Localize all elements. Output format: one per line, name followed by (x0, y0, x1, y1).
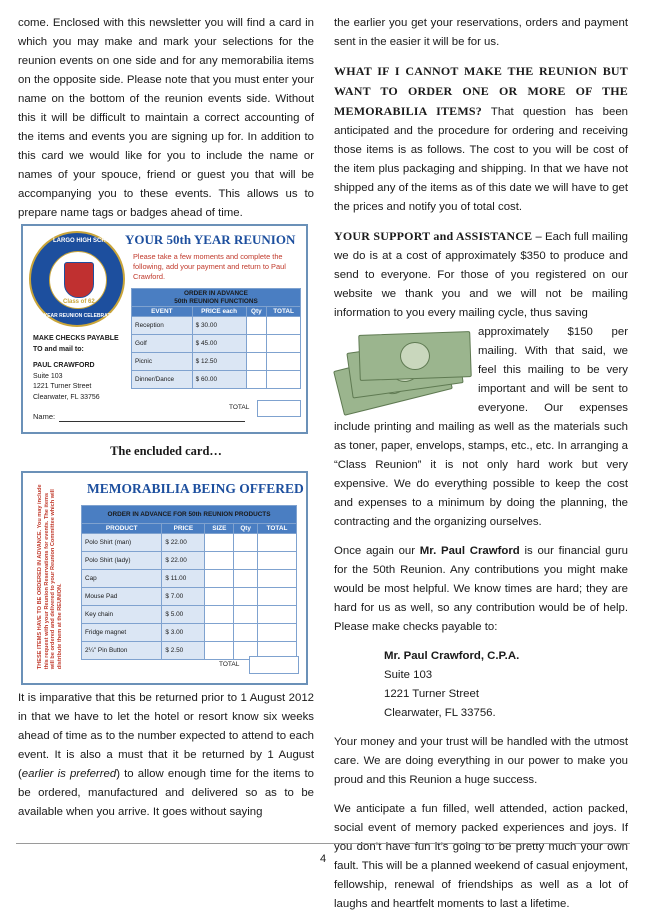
pay-street: 1221 Turner Street (33, 383, 92, 390)
mailing-address (384, 647, 628, 723)
wrap-line-1: approximately $150 per (478, 326, 628, 338)
price-cell: $ 45.00 (192, 335, 246, 353)
col-price: PRICE (162, 524, 205, 534)
qty-cell[interactable] (234, 534, 258, 552)
left-paragraph-1: come. Enclosed with this newsletter you will find a card in which you may make and mark your selections for the reunion events on one side and for any memorabilia items on the opposite side. Please note that you must enter your name on the bottom of the reunion events side. Without this it will be difficult to maintain a correct accounting of the items and events you are signing up for. In addition to this card we would like for you to include the name or names of your spouce, friend or guest you that will be accompanying you to these events. This allows us to prepare name tags or badges ahead of time. (18, 17, 314, 219)
wrap-line-5: everyone. Our expenses (478, 402, 628, 414)
p2-body: That question has been anticipated and the procedure for ordering and receiving those items is as follows. The cost to you will be cost of the item plus packaging and shipping. In that we have not shipped any of the items as of this date we will have to get the prices and notify you of total cost. (334, 106, 629, 213)
functions-table-banner (132, 289, 301, 307)
banner-line-1: ORDER IN ADVANCE (184, 289, 248, 297)
section-heading-support: YOUR SUPPORT and ASSISTANCE – (334, 229, 542, 243)
p2-text-b: ) to allow enough time for the items to be ordered, manufactured and delivered so as to be available when you arrive. It goes without saying (18, 768, 315, 818)
product-cell: Key chain (82, 606, 162, 624)
school-seal-logo (29, 231, 125, 327)
memorabilia-title: MEMORABILIA BEING OFFERED (87, 481, 304, 496)
side-note-text: THESE ITEMS HAVE TO BE ORDERED IN ADVANCE. You may include this request with your Reunion Reservations for events. The items will be ordered and delivered to your Reunion Committee which will distribute them at the REUNION. (36, 484, 63, 670)
table-row (82, 606, 297, 624)
total-cell[interactable] (267, 371, 301, 389)
event-cell: Golf (132, 335, 193, 353)
table-row (132, 353, 301, 371)
memorabilia-card (21, 471, 308, 685)
page-number: 4 (319, 853, 327, 865)
right-paragraph-1: the earlier you get your reservations, orders and payment sent in the easier it will be for us. (334, 17, 628, 48)
product-cell: Mouse Pad (82, 588, 162, 606)
total-cell[interactable] (267, 353, 301, 371)
seal-bottom-text: 50 YEAR REUNION CELEBRATION (37, 313, 120, 319)
p2-text-a: It is imparative that this be returned prior to 1 August 2012 in that we have to let the hotel or resort know six weeks ahead of time as to the number expected to attend to each event. It is also a must that it be returned by 1 August ( (18, 692, 314, 780)
banner-line-2: 50th REUNION FUNCTIONS (174, 297, 258, 305)
table-row (82, 534, 297, 552)
price-cell: $ 30.00 (192, 317, 246, 335)
right-paragraph-3b: include printing and mailing as well as the materials such as toner, paper, envelops, stamps, etc., etc. In arranging a “Class Reunion” it is not only hard work but very expensive. We do everything possible to keep the cost and expenses to a minimum by doing the planning, the contracting and the organizing ourselves. (334, 421, 628, 528)
price-cell: $ 5.00 (162, 606, 205, 624)
name-label: Name: (33, 412, 56, 421)
col-price: PRICE each (192, 307, 246, 317)
seal-top-text: LARGO HIGH SCHOOL (53, 238, 119, 244)
total-cell[interactable] (258, 570, 297, 588)
total-cell[interactable] (258, 606, 297, 624)
wrap-line-2: mailing. With that said, we (478, 345, 628, 357)
product-cell: Polo Shirt (lady) (82, 552, 162, 570)
qty-cell[interactable] (246, 353, 267, 371)
right-paragraph-3 (334, 227, 628, 323)
pay-city: Clearwater, FL 33756 (33, 393, 100, 401)
address-suite: Suite 103 (384, 669, 433, 681)
total-cell[interactable] (258, 534, 297, 552)
pay-name: PAUL CRAWFORD (33, 362, 95, 369)
col-qty: Qty (234, 524, 258, 534)
total-label: TOTAL (219, 661, 240, 668)
functions-table (131, 288, 301, 389)
grand-total-field[interactable] (249, 656, 299, 674)
product-cell: 2¼" Pin Button (82, 642, 162, 660)
col-total: TOTAL (258, 524, 297, 534)
grand-total-field[interactable] (257, 400, 301, 417)
col-qty: Qty (246, 307, 267, 317)
table-row (132, 335, 301, 353)
size-cell[interactable] (205, 642, 234, 660)
left-column-bottom (18, 689, 314, 822)
qty-cell[interactable] (234, 624, 258, 642)
col-event: EVENT (132, 307, 193, 317)
price-cell: $ 22.00 (162, 552, 205, 570)
p4-name: Mr. Paul Crawford (419, 545, 520, 557)
address-street: 1221 Turner Street (384, 688, 479, 700)
event-cell: Dinner/Dance (132, 371, 193, 389)
address-city: Clearwater, FL 33756. (384, 707, 496, 719)
table-row (82, 570, 297, 588)
total-cell[interactable] (258, 624, 297, 642)
section-heading-order: WHAT IF I CANNOT MAKE THE REUNION BUT WANT TO ORDER ONE OR MORE OF THE MEMORABILIA ITEMS? (334, 64, 628, 118)
bill-icon (358, 331, 472, 381)
total-cell[interactable] (267, 317, 301, 335)
table-row (82, 624, 297, 642)
price-cell: $ 3.00 (162, 624, 205, 642)
right-paragraph-5: Your money and your trust will be handled with the utmost care. We are doing everything in our power to make you proud and this Reunion a huge success. (334, 736, 628, 786)
memorabilia-banner: ORDER IN ADVANCE FOR 50th REUNION PRODUCTS (82, 506, 297, 524)
size-cell[interactable] (205, 624, 234, 642)
size-cell[interactable] (205, 552, 234, 570)
price-cell: $ 11.00 (162, 570, 205, 588)
table-row (132, 317, 301, 335)
size-cell[interactable] (205, 534, 234, 552)
qty-cell[interactable] (234, 570, 258, 588)
table-row (132, 371, 301, 389)
card-subtitle: Please take a few moments and complete the following, add your payment and return to Paul Crawford. (133, 252, 286, 281)
money-image (333, 327, 471, 405)
wrap-line-4: important and will be sent to (478, 383, 628, 395)
right-column (334, 14, 628, 914)
price-cell: $ 2.50 (162, 642, 205, 660)
p2-emphasis: earlier is preferred (21, 768, 117, 780)
footer-divider (16, 843, 630, 844)
seal-class-text: Class of 62 (63, 299, 95, 305)
price-cell: $ 12.50 (192, 353, 246, 371)
size-cell[interactable] (205, 588, 234, 606)
pay-heading-1: MAKE CHECKS PAYABLE (33, 335, 119, 342)
size-cell[interactable] (205, 570, 234, 588)
qty-cell[interactable] (234, 606, 258, 624)
event-cell: Picnic (132, 353, 193, 371)
card-title (125, 232, 295, 248)
p3-body-a: Each full mailing we do is at a cost of approximately $350 to produce and send to everyone. For those of you registered on our website we thank you and we will not be mailing information to you every mailing cycle, thus saving (334, 231, 629, 319)
total-cell[interactable] (267, 335, 301, 353)
qty-cell[interactable] (246, 317, 267, 335)
right-paragraph-6: We anticipate a fun filled, well attended, action packed, social event of memory packed experiences and joys. If you don’t have fun it’s going to be pretty much your own fault. This will be a planned weekend of casual enjoyment, fellowship, renewal of friendships as well as a lot of laughs and heartfelt moments to last a lifetime. (334, 803, 628, 910)
col-product: PRODUCT (82, 524, 162, 534)
card-title-text: YOUR 50th YEAR REUNION (125, 232, 296, 247)
table-row (82, 552, 297, 570)
price-cell: $ 60.00 (192, 371, 246, 389)
card-caption: The encluded card… (110, 444, 222, 458)
right-paragraph-2 (334, 62, 628, 217)
qty-cell[interactable] (246, 335, 267, 353)
product-cell: Cap (82, 570, 162, 588)
col-size: SIZE (205, 524, 234, 534)
event-cell: Reception (132, 317, 193, 335)
p4-text-a: Once again our (334, 545, 420, 557)
pay-suite: Suite 103 (33, 372, 63, 380)
memorabilia-table (81, 505, 297, 660)
side-note (27, 483, 71, 673)
right-paragraph-4 (334, 542, 628, 637)
payment-instructions (33, 334, 119, 403)
total-label: TOTAL (229, 404, 250, 411)
wrap-line-3: feel this mailing to be very (478, 364, 628, 376)
size-cell[interactable] (205, 606, 234, 624)
col-total: TOTAL (267, 307, 301, 317)
qty-cell[interactable] (234, 552, 258, 570)
product-cell: Polo Shirt (man) (82, 534, 162, 552)
p4-text-b: is our financial guru for the 50th Reunion. Any contributions you might make would be most helpful. We know times are hard; they are hard for us as well, so any contribution would be of help. Please make checks payable to: (334, 545, 628, 633)
pay-heading-2: TO and mail to: (33, 345, 84, 353)
qty-cell[interactable] (246, 371, 267, 389)
left-column-top (18, 14, 314, 223)
price-cell: $ 22.00 (162, 534, 205, 552)
name-field[interactable] (59, 421, 245, 422)
product-cell: Fridge magnet (82, 624, 162, 642)
table-header-row (132, 307, 301, 317)
table-header-row (82, 524, 297, 534)
shield-icon (64, 262, 94, 298)
price-cell: $ 7.00 (162, 588, 205, 606)
table-row (82, 588, 297, 606)
address-name: Mr. Paul Crawford, C.P.A. (384, 650, 520, 662)
reunion-functions-card (21, 224, 308, 434)
left-paragraph-2 (18, 689, 314, 822)
total-cell[interactable] (258, 588, 297, 606)
qty-cell[interactable] (234, 588, 258, 606)
total-cell[interactable] (258, 552, 297, 570)
